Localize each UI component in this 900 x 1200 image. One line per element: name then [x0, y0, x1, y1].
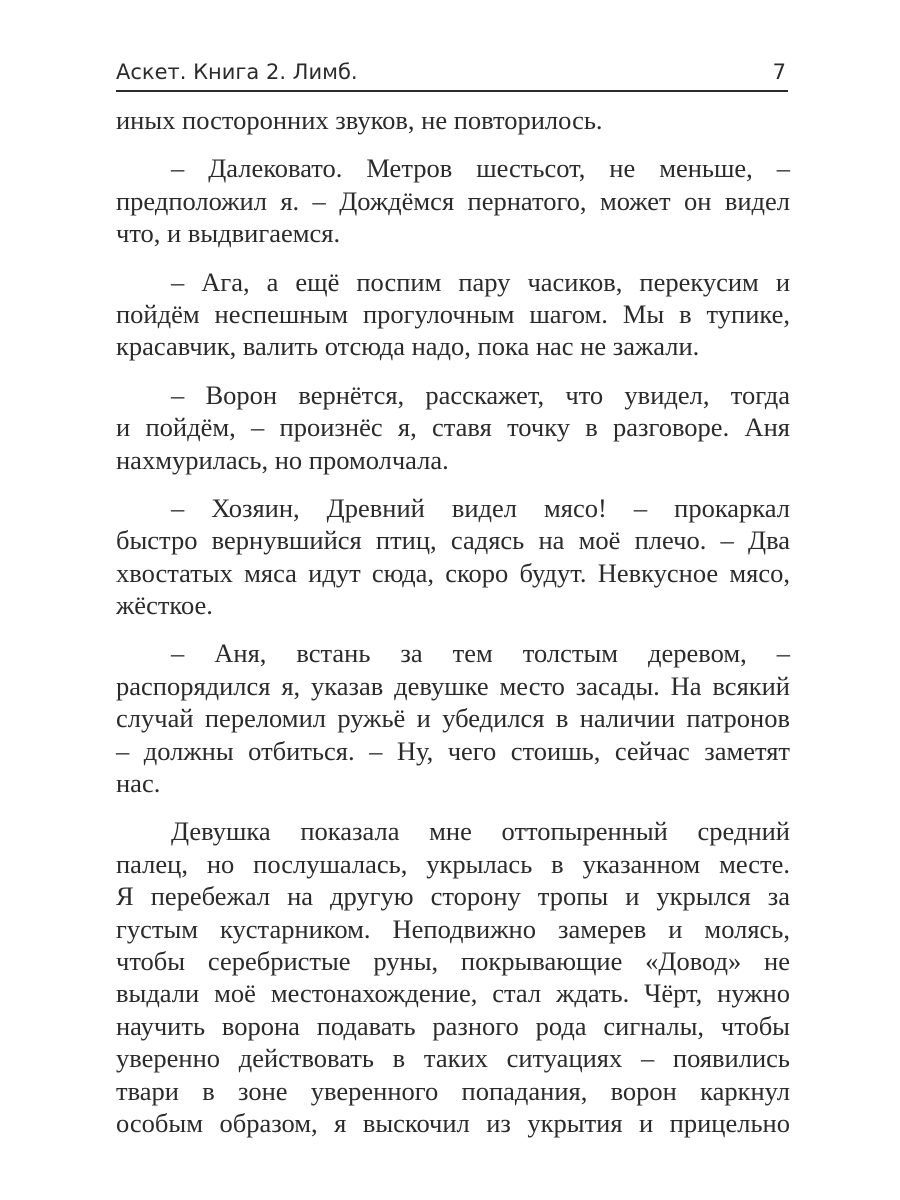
text-line: – Ворон вернётся, расскажет, что увидел, тогда: [171, 379, 790, 410]
paragraph: [116, 379, 790, 476]
text-line: Девушка показала мне оттопыренный средний: [171, 816, 790, 847]
text-line: твари в зоне уверенного попадания, ворон каркнул: [116, 1075, 790, 1106]
text-line: случай переломил ружьё и убедился в наличии патронов: [116, 703, 790, 734]
text-line: – Далековато. Метров шестьсот, не меньше, –: [171, 153, 790, 184]
running-header: [116, 56, 788, 92]
book-title: Аскет. Книга 2. Лимб.: [116, 60, 358, 84]
paragraph: [116, 104, 790, 136]
text-line: пойдём неспешным прогулочным шагом. Мы в тупике,: [116, 298, 790, 329]
text-line: быстро вернувшийся птиц, садясь на моё плечо. – Два: [116, 525, 790, 556]
text-line: и пойдём, – произнёс я, ставя точку в разговоре. Аня: [116, 412, 790, 443]
text-line: – Ага, а ещё поспим пару часиков, перекусим и: [171, 266, 790, 297]
text-line: палец, но послушалась, укрылась в указанном месте.: [116, 848, 790, 879]
paragraph: [116, 815, 790, 1139]
paragraph: [116, 266, 790, 363]
paragraph: [116, 492, 790, 622]
text-line: – должны отбиться. – Ну, чего стоишь, сейчас заметят: [116, 735, 790, 766]
text-line: уверенно действовать в таких ситуациях – появились: [116, 1043, 790, 1074]
paragraph: [116, 152, 790, 249]
text-line: жёсткое.: [116, 590, 213, 621]
text-line: распорядился я, указав девушке место засады. На всякий: [116, 670, 790, 701]
text-line: хвостатых мяса идут сюда, скоро будут. Невкусное мясо,: [116, 557, 790, 588]
text-line: что, и выдвигаемся.: [116, 218, 341, 249]
text-line: выдали моё местонахождение, стал ждать. Чёрт, нужно: [116, 978, 790, 1009]
text-line: – Хозяин, Древний видел мясо! – прокаркал: [171, 492, 790, 523]
page-number: 7: [772, 60, 786, 84]
text-line: чтобы серебристые руны, покрывающие «Довод» не: [116, 945, 790, 976]
text-line: предположил я. – Дождёмся пернатого, может он видел: [116, 185, 790, 216]
text-line: нас.: [116, 768, 161, 799]
text-line: густым кустарником. Неподвижно замерев и молясь,: [116, 913, 790, 944]
body-text: [116, 104, 790, 1155]
text-line: особым образом, я выскочил из укрытия и прицельно: [116, 1107, 790, 1138]
text-line: Я перебежал на другую сторону тропы и укрылся за: [116, 881, 790, 912]
paragraph: [116, 637, 790, 799]
text-line: иных посторонних звуков, не повторилось.: [116, 105, 603, 135]
text-line: – Аня, встань за тем толстым деревом, –: [171, 638, 790, 669]
text-line: нахмурилась, но промолчала.: [116, 444, 449, 475]
text-line: красавчик, валить отсюда надо, пока нас не зажали.: [116, 331, 700, 362]
text-line: научить ворона подавать разного рода сигналы, чтобы: [116, 1010, 790, 1041]
